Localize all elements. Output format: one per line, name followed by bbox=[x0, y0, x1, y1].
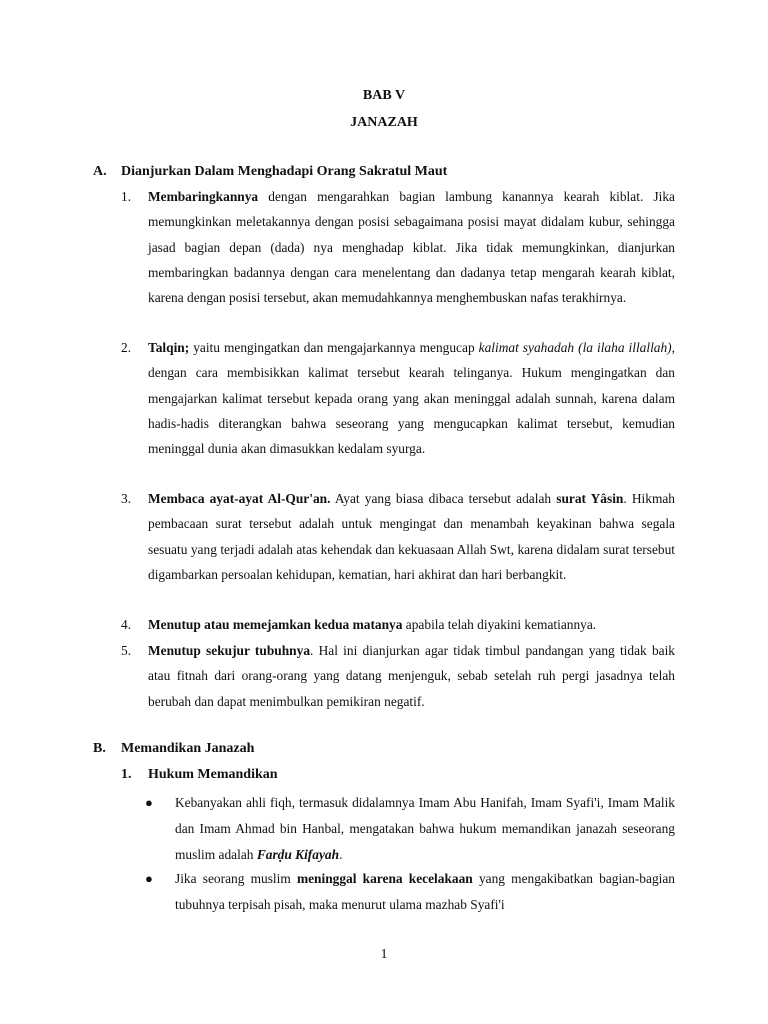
section-a-title: Dianjurkan Dalam Menghadapi Orang Sakratul Maut bbox=[121, 164, 448, 179]
bullet-item bbox=[145, 790, 675, 868]
bullet-body bbox=[175, 866, 675, 918]
subsection-title: Hukum Memandikan bbox=[148, 767, 278, 782]
list-item bbox=[121, 612, 675, 637]
item-number: 2. bbox=[121, 340, 132, 355]
bullet-text: Kebanyakan ahli fiqh, termasuk didalamnya Imam Abu Hanifah, Imam Syafi'i, Imam Malik dan Imam Ahmad bin Hanbal, mengatakan bahwa hukum memandikan janazah seseorang muslim adalah bbox=[175, 795, 675, 862]
bullet-icon: ● bbox=[145, 795, 153, 810]
item-text: Ayat yang biasa dibaca tersebut adalah bbox=[330, 491, 557, 506]
item-text: . Hal ini dianjurkan agar tidak timbul pandangan yang tidak baik atau fitnah dari orang-orang yang datang menjenguk, sebab setelah ruh pergi jasadnya telah berubah dan dapat menimbulkan pemikiran negatif. bbox=[148, 643, 675, 709]
bullet-text: Jika seorang muslim bbox=[175, 871, 297, 886]
item-text: dengan mengarahkan bagian lambung kanannya kearah kiblat. Jika memungkinkan meletakannya dengan posisi sebagaimana posisi mayat didalam kubur, sehingga jasad bagian depan (dada) nya menghadap kiblat. Jika tidak memungkinkan, dianjurkan membaringkan badannya dengan cara menelentang dan dadanya tetap mengarah kearah kiblat, karena dengan posisi tersebut, akan memudahkannya menghembuskan nafas terakhirnya. bbox=[148, 189, 675, 306]
list-item bbox=[121, 486, 675, 587]
item-body bbox=[148, 486, 675, 587]
item-body bbox=[148, 612, 675, 637]
subsection-number: 1. bbox=[121, 767, 132, 782]
item-body bbox=[148, 638, 675, 714]
item-number: 1. bbox=[121, 189, 132, 204]
item-text: dengan cara membisikkan kalimat tersebut kearah telinganya. Hukum mengingatkan dan mengajarkan kalimat tersebut kepada orang yang akan meninggal adalah sunnah, karena dalam hadis-hadis diterangkan bahwa seseorang yang mengucapkan kalimat tersebut, kemudian meninggal dunia akan dimasukkan kedalam syurga. bbox=[148, 365, 675, 457]
item-bold: Talqin; bbox=[148, 340, 190, 355]
section-a-label: A. bbox=[93, 164, 107, 179]
list-item bbox=[121, 638, 675, 714]
item-number: 3. bbox=[121, 491, 132, 506]
item-body bbox=[148, 184, 675, 310]
list-item bbox=[121, 335, 675, 461]
subsection-heading bbox=[121, 767, 278, 783]
item-bold: Menutup atau memejamkan kedua matanya bbox=[148, 617, 403, 632]
item-italic: kalimat syahadah (la ilaha illallah), bbox=[478, 340, 675, 355]
bullet-text: . bbox=[339, 847, 343, 862]
item-text: yaitu mengingatkan dan mengajarkannya mengucap bbox=[189, 340, 479, 355]
section-a-heading bbox=[93, 164, 447, 180]
bullet-icon: ● bbox=[145, 871, 153, 886]
bullet-bold: meninggal karena kecelakaan bbox=[296, 871, 473, 886]
list-item bbox=[121, 184, 675, 310]
item-bold: surat Yâsin bbox=[556, 491, 624, 506]
item-bold: Membaca ayat-ayat Al-Qur'an. bbox=[148, 491, 331, 506]
section-b-label: B. bbox=[93, 741, 106, 756]
chapter-title: JANAZAH bbox=[350, 115, 418, 130]
bullet-bold-italic: Farḍu Kifayah bbox=[256, 847, 340, 862]
item-text: apabila telah diyakini kematiannya. bbox=[402, 617, 597, 632]
section-b-title: Memandikan Janazah bbox=[121, 741, 255, 756]
page-number: 1 bbox=[380, 947, 388, 962]
item-bold: Membaringkannya bbox=[148, 189, 259, 204]
chapter-label: BAB V bbox=[362, 88, 406, 103]
bullet-body bbox=[175, 790, 675, 868]
item-bold: Menutup sekujur tubuhnya bbox=[148, 643, 311, 658]
item-text: . Hikmah pembacaan surat tersebut adalah untuk mengingat dan menambah keyakinan bahwa segala sesuatu yang terjadi adalah atas kehendak dan kekuasaan Allah Swt, karena didalam surat tersebut digambarkan persoalan kehidupan, kematian, hari akhirat dan hari berbangkit. bbox=[148, 491, 675, 582]
item-number: 5. bbox=[121, 643, 132, 658]
bullet-item bbox=[145, 866, 675, 918]
item-number: 4. bbox=[121, 617, 132, 632]
item-body bbox=[148, 335, 675, 461]
section-b-heading bbox=[93, 741, 254, 757]
bullet-text: yang mengakibatkan bagian-bagian tubuhnya terpisah pisah, maka menurut ulama mazhab Syafi'i bbox=[175, 871, 675, 912]
